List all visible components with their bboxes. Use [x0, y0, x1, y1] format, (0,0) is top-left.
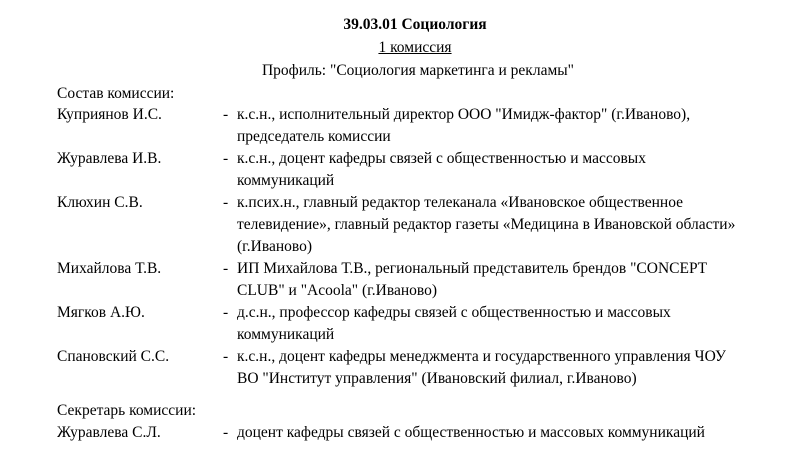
secretary-description [237, 422, 777, 444]
commission-number: 1 комиссия [378, 39, 452, 56]
member-description [237, 104, 777, 148]
member-dash: - [223, 304, 229, 321]
member-name: Журавлева И.В. [57, 150, 162, 167]
member-description-line: председатель комиссии [237, 128, 391, 145]
member-dash: - [223, 348, 229, 365]
member-description-line: к.псих.н., главный редактор телеканала «Ивановское общественное [237, 194, 684, 211]
composition-label: Состав комиссии: [57, 85, 175, 102]
member-description [237, 148, 777, 192]
member-description-line: коммуникаций [237, 172, 335, 189]
member-description-line: ВО "Институт управления" (Ивановский филиал, г.Иваново) [237, 370, 637, 387]
member-description [237, 346, 777, 390]
member-dash: - [223, 194, 229, 211]
member-name: Клюхин С.В. [57, 194, 143, 211]
document-title: 39.03.01 Социология [343, 16, 487, 33]
member-dash: - [223, 150, 229, 167]
member-description-line: (г.Иваново) [237, 238, 313, 255]
member-name: Спановский С.С. [57, 348, 170, 365]
member-name: Мягков А.Ю. [57, 304, 145, 321]
member-description-line: к.с.н., доцент кафедры связей с общественностью и массовых [237, 150, 646, 167]
profile-line: Профиль: "Социология маркетинга и рекламы" [261, 62, 575, 79]
secretary-name: Журавлева С.Л. [57, 424, 161, 441]
member-description-line: телевидение», главный редактор газеты «Медицина в Ивановской области» [237, 216, 736, 233]
member-description-line: к.с.н., доцент кафедры менеджмента и государственного управления ЧОУ [237, 348, 726, 365]
member-description-line: д.с.н., профессор кафедры связей с общественностью и массовых [237, 304, 671, 321]
secretary-dash: - [223, 424, 229, 441]
member-description-line: ИП Михайлова Т.В., региональный представитель брендов "CONCEPT [237, 260, 708, 277]
secretary-description-line: доцент кафедры связей с общественностью и массовых коммуникаций [237, 424, 705, 441]
member-description-line: к.с.н., исполнительный директор ООО "Имидж-фактор" (г.Иваново), [237, 106, 691, 123]
member-dash: - [223, 106, 229, 123]
member-dash: - [223, 260, 229, 277]
member-name: Куприянов И.С. [57, 106, 162, 123]
member-name: Михайлова Т.В. [57, 260, 162, 277]
member-description [237, 192, 777, 258]
member-description-line: коммуникаций [237, 326, 335, 343]
member-description [237, 258, 777, 302]
secretary-label: Секретарь комиссии: [57, 402, 197, 419]
member-description [237, 302, 777, 346]
member-description-line: CLUB" и "Acoola" (г.Иваново) [237, 282, 438, 299]
